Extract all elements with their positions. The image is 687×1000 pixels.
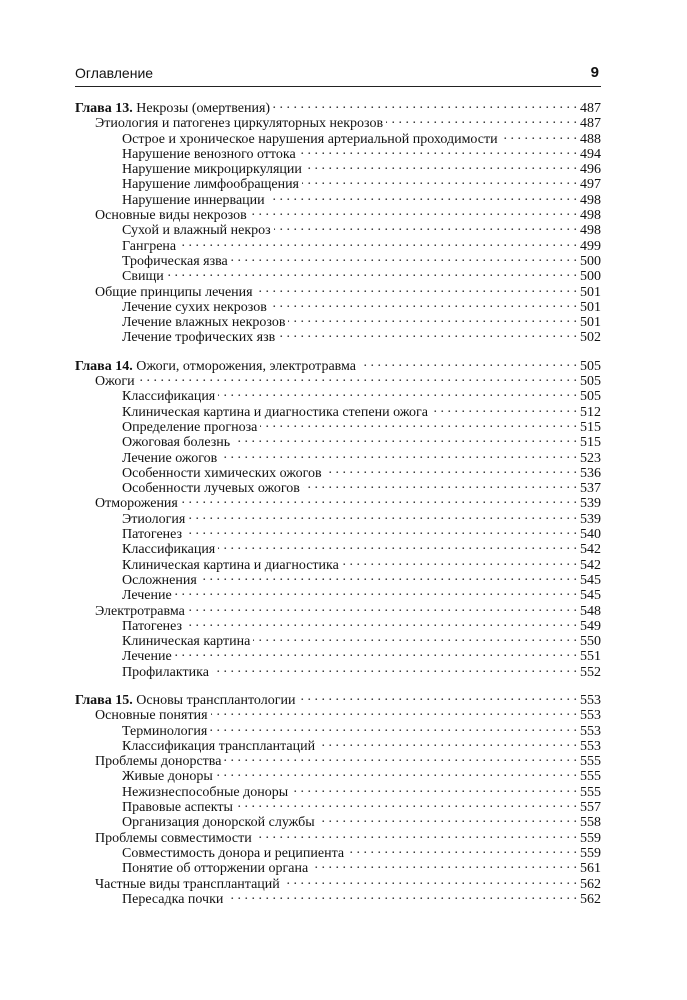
dot-leader bbox=[291, 781, 577, 796]
entry-page: 545 bbox=[580, 588, 601, 604]
dot-leader bbox=[218, 538, 577, 553]
dot-leader bbox=[175, 645, 577, 660]
dot-leader bbox=[431, 401, 577, 416]
chapter-page: 487 bbox=[580, 101, 601, 116]
entry-title: Клиническая картина bbox=[122, 634, 251, 650]
toc-section-entry[interactable] bbox=[75, 370, 601, 390]
entry-page: 549 bbox=[580, 618, 601, 634]
entry-page: 555 bbox=[580, 784, 601, 800]
entry-title: Пересадка почки bbox=[122, 891, 224, 907]
entry-page: 558 bbox=[580, 815, 601, 831]
entry-title: Отморожения bbox=[95, 496, 178, 512]
entry-page: 545 bbox=[580, 572, 601, 588]
entry-page: 500 bbox=[580, 269, 601, 285]
chapter-page: 553 bbox=[580, 692, 601, 708]
entry-page: 550 bbox=[580, 634, 601, 650]
entry-title: Живые доноры bbox=[122, 769, 213, 785]
entry-page: 505 bbox=[580, 374, 601, 390]
entry-page: 555 bbox=[580, 754, 601, 770]
dot-leader bbox=[255, 827, 577, 842]
entry-page: 559 bbox=[580, 845, 601, 861]
dot-leader bbox=[185, 523, 577, 538]
entry-title: Терминология bbox=[122, 723, 208, 739]
dot-leader bbox=[220, 447, 577, 462]
dot-leader bbox=[260, 416, 577, 431]
entry-title: Общие принципы лечения bbox=[95, 284, 253, 300]
entry-title: Острое и хроническое нарушения артериальной проходимости bbox=[122, 131, 498, 147]
entry-page: 488 bbox=[580, 131, 601, 147]
chapter-name: Ожоги, отморожения, электротравма bbox=[136, 358, 357, 374]
entry-page: 553 bbox=[580, 738, 601, 754]
dot-leader bbox=[167, 265, 577, 280]
dot-leader bbox=[501, 128, 577, 143]
entry-title: Клиническая картина и диагностика степени ожога bbox=[122, 404, 428, 420]
entry-page: 555 bbox=[580, 769, 601, 785]
entry-title: Лечение bbox=[122, 649, 172, 665]
entry-page: 553 bbox=[580, 708, 601, 724]
entry-page: 559 bbox=[580, 830, 601, 846]
chapter-prefix: Глава 14. bbox=[75, 358, 133, 374]
dot-leader bbox=[181, 492, 577, 507]
dot-leader bbox=[318, 735, 577, 750]
entry-title: Проблемы донорства bbox=[95, 754, 222, 770]
entry-page: 500 bbox=[580, 253, 601, 269]
entry-title: Классификация трансплантаций bbox=[122, 738, 316, 754]
entry-page: 496 bbox=[580, 162, 601, 178]
dot-leader bbox=[236, 796, 577, 811]
chapter-heading[interactable] bbox=[75, 355, 601, 374]
entry-title: Свищи bbox=[122, 269, 164, 285]
dot-leader bbox=[175, 584, 577, 599]
chapter-section bbox=[75, 689, 601, 907]
chapter-title bbox=[75, 101, 273, 116]
entry-page: 536 bbox=[580, 465, 601, 481]
entry-page: 501 bbox=[580, 299, 601, 315]
dot-leader bbox=[288, 311, 577, 326]
entry-title: Нежизнеспособные доноры bbox=[122, 784, 289, 800]
dot-leader bbox=[224, 750, 577, 765]
dot-leader bbox=[311, 857, 577, 872]
dot-leader bbox=[185, 615, 577, 630]
entry-page: 553 bbox=[580, 723, 601, 739]
entry-title: Нарушение венозного оттока bbox=[122, 146, 296, 162]
dot-leader bbox=[210, 720, 577, 735]
entry-title: Осложнения bbox=[122, 572, 197, 588]
dot-leader bbox=[253, 630, 577, 645]
page-header bbox=[75, 62, 601, 87]
toc-subsection-entry[interactable] bbox=[75, 385, 601, 405]
entry-page: 497 bbox=[580, 177, 601, 193]
entry-page: 515 bbox=[580, 419, 601, 435]
entry-page: 537 bbox=[580, 481, 601, 497]
entry-title: Основные понятия bbox=[95, 708, 208, 724]
dot-leader bbox=[274, 219, 577, 234]
dot-leader bbox=[342, 554, 577, 569]
entry-page: 502 bbox=[580, 330, 601, 346]
chapter-name: Некрозы (омертвения) bbox=[136, 101, 271, 116]
entry-title: Этиология и патогенез циркуляторных некрозов bbox=[95, 116, 384, 132]
entry-page: 548 bbox=[580, 603, 601, 619]
entry-title: Совместимость донора и реципиента bbox=[122, 845, 345, 861]
entry-title: Этиология bbox=[122, 511, 186, 527]
entry-page: 562 bbox=[580, 891, 601, 907]
dot-leader bbox=[188, 600, 577, 615]
entry-page: 540 bbox=[580, 527, 601, 543]
entry-title: Определение прогноза bbox=[122, 419, 258, 435]
entry-page: 498 bbox=[580, 192, 601, 208]
entry-page: 498 bbox=[580, 223, 601, 239]
entry-title: Нарушение микроциркуляции bbox=[122, 162, 302, 178]
table-of-contents bbox=[75, 97, 601, 916]
entry-page: 542 bbox=[580, 542, 601, 558]
dot-leader bbox=[302, 173, 577, 188]
dot-leader bbox=[359, 355, 577, 370]
dot-leader bbox=[283, 873, 577, 888]
chapter-name: Основы трансплантологии bbox=[136, 692, 296, 708]
entry-page: 552 bbox=[580, 664, 601, 680]
dot-leader bbox=[347, 842, 577, 857]
chapter-section bbox=[75, 355, 601, 680]
entry-page: 499 bbox=[580, 238, 601, 254]
entry-title: Гангрена bbox=[122, 238, 177, 254]
dot-leader bbox=[250, 204, 577, 219]
dot-leader bbox=[211, 704, 577, 719]
chapter-prefix: Глава 15. bbox=[75, 692, 133, 708]
entry-title: Правовые аспекты bbox=[122, 800, 233, 816]
dot-leader bbox=[179, 235, 577, 250]
dot-leader bbox=[200, 569, 577, 584]
entry-title: Лечение ожогов bbox=[122, 450, 218, 466]
entry-title: Нарушение иннервации bbox=[122, 192, 265, 208]
entry-title: Организация донорской службы bbox=[122, 815, 315, 831]
chapter-section bbox=[75, 97, 601, 346]
entry-title: Лечение сухих некрозов bbox=[122, 299, 267, 315]
dot-leader bbox=[226, 888, 577, 903]
entry-title: Лечение трофических язв bbox=[122, 330, 276, 346]
entry-title: Классификация bbox=[122, 389, 216, 405]
dot-leader bbox=[138, 370, 577, 385]
entry-title: Классификация bbox=[122, 542, 216, 558]
entry-title: Нарушение лимфообращения bbox=[122, 177, 299, 193]
entry-page: 487 bbox=[580, 116, 601, 132]
entry-title: Трофическая язва bbox=[122, 253, 228, 269]
chapter-prefix: Глава 13. bbox=[75, 101, 133, 116]
entry-page: 551 bbox=[580, 649, 601, 665]
chapter-heading[interactable] bbox=[75, 689, 601, 708]
entry-title: Проблемы совместимости bbox=[95, 830, 252, 846]
entry-page: 512 bbox=[580, 404, 601, 420]
entry-page: 539 bbox=[580, 511, 601, 527]
dot-leader bbox=[318, 811, 577, 826]
entry-title: Особенности лучевых ожогов bbox=[122, 481, 300, 497]
entry-title: Профилактика bbox=[122, 664, 209, 680]
entry-title: Клиническая картина и диагностика bbox=[122, 557, 339, 573]
entry-title: Патогенез bbox=[122, 527, 183, 543]
dot-leader bbox=[303, 477, 577, 492]
entry-page: 498 bbox=[580, 208, 601, 224]
entry-page: 557 bbox=[580, 800, 601, 816]
running-title: Оглавление bbox=[75, 65, 154, 81]
entry-title: Патогенез bbox=[122, 618, 183, 634]
dot-leader bbox=[231, 250, 577, 265]
entry-title: Частные виды трансплантаций bbox=[95, 876, 280, 892]
chapter-heading[interactable] bbox=[75, 97, 601, 116]
dot-leader bbox=[270, 296, 577, 311]
dot-leader bbox=[218, 385, 577, 400]
entry-page: 539 bbox=[580, 496, 601, 512]
entry-page: 505 bbox=[580, 389, 601, 405]
dot-leader bbox=[256, 281, 577, 296]
dot-leader bbox=[273, 97, 577, 112]
entry-title: Понятие об отторжении органа bbox=[122, 861, 309, 877]
entry-page: 515 bbox=[580, 435, 601, 451]
entry-title: Лечение bbox=[122, 588, 172, 604]
entry-page: 542 bbox=[580, 557, 601, 573]
entry-title: Особенности химических ожогов bbox=[122, 465, 322, 481]
entry-title: Сухой и влажный некроз bbox=[122, 223, 271, 239]
entry-title: Основные виды некрозов bbox=[95, 208, 247, 224]
entry-title: Электротравма bbox=[95, 603, 185, 619]
entry-title: Лечение влажных некрозов bbox=[122, 315, 286, 331]
entry-page: 561 bbox=[580, 861, 601, 877]
entry-title: Ожоговая болезнь bbox=[122, 435, 231, 451]
entry-title: Ожоги bbox=[95, 374, 135, 390]
dot-leader bbox=[325, 462, 577, 477]
entry-page: 562 bbox=[580, 876, 601, 892]
entry-page: 501 bbox=[580, 284, 601, 300]
page-number: 9 bbox=[590, 64, 599, 81]
dot-leader bbox=[216, 765, 577, 780]
entry-page: 501 bbox=[580, 315, 601, 331]
dot-leader bbox=[298, 689, 577, 704]
chapter-page: 505 bbox=[580, 358, 601, 374]
dot-leader bbox=[212, 661, 577, 676]
dot-leader bbox=[188, 508, 577, 523]
dot-leader bbox=[233, 431, 577, 446]
dot-leader bbox=[386, 112, 577, 127]
dot-leader bbox=[305, 158, 577, 173]
entry-page: 494 bbox=[580, 146, 601, 162]
dot-leader bbox=[268, 189, 577, 204]
dot-leader bbox=[278, 326, 577, 341]
dot-leader bbox=[299, 143, 577, 158]
entry-page: 523 bbox=[580, 450, 601, 466]
